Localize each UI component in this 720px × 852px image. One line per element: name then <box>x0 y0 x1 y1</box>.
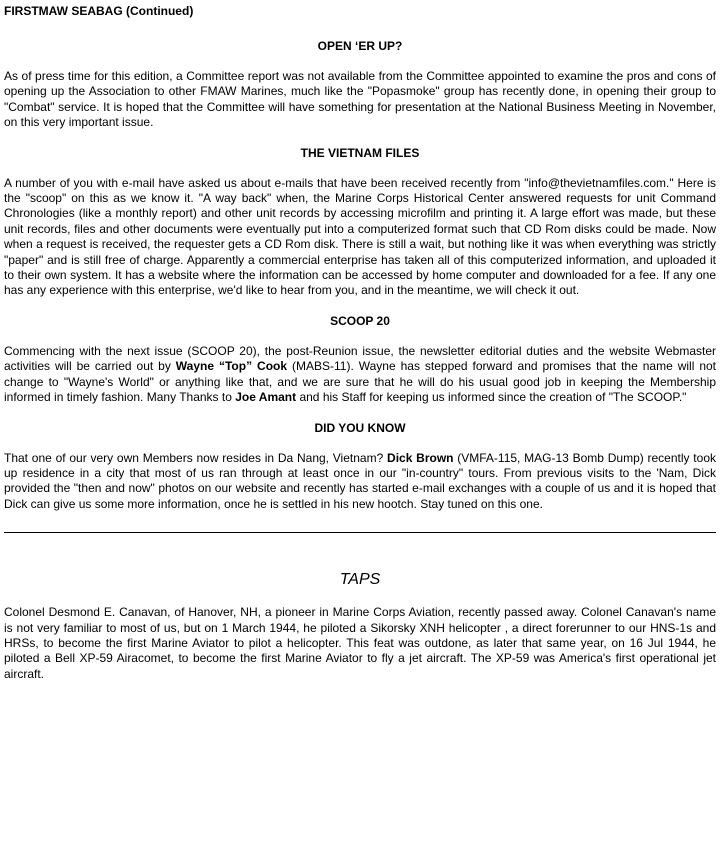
scoop-text-3: and his Staff for keeping us informed since the creation of "The SCOOP." <box>296 390 687 405</box>
heading-open-er-up: OPEN ‘ER UP? <box>317 39 403 53</box>
paragraph-scoop-20 <box>4 344 716 406</box>
scoop-name-wayne-cook: Wayne “Top” Cook <box>175 359 288 374</box>
scoop-text-1: Commencing with the next issue (SCOOP 20), the post-Reunion issue, the newsletter editorial duties and the website Webmaster activities will be carried out by <box>4 343 716 374</box>
heading-scoop-20: SCOOP 20 <box>330 313 390 328</box>
scoop-name-joe-amant: Joe Amant <box>235 390 297 405</box>
paragraph-did-you-know <box>4 451 716 513</box>
paragraph-open-er-up: As of press time for this edition, a Committee report was not available from the Committee appointed to examine the pros and cons of opening up the Association to other FMAW Marines, much like the "Popasmoke" group has recently done, in opening their group to "Combat" service. It is hoped that the Committee will have something for presentation at the National Business Meeting in November, on this very important issue. <box>4 69 716 130</box>
paragraph-vietnam-files: A number of you with e-mail have asked us about e-mails that have been received recently from "info@thevietnamfiles.com." Here is the "scoop" on this as we know it. "A way back" when, the Marine Corps Historical Center answered requests for unit Command Chronologies (like a monthly report) and other unit records by accessing microfilm and printing it. A large effort was made, but these unit records, files and other documents were eventually put into a computerized format such that CD Rom disks could be made. Now when a request is received, the requester gets a CD Rom disk. There is still a wait, but nothing like it was when everything was strictly "paper" and is still free of charge. Apparently a commercial enterprise has taken all of this computerized information, and uploaded it to their own system. It has a website where the information can be accessed by home computer and downloaded for a fee. If any one has any experience with this enterprise, we'd like to hear from you, and in the meantime, we will check it out. <box>4 175 716 298</box>
heading-did-you-know: DID YOU KNOW <box>314 420 406 435</box>
paragraph-taps: Colonel Desmond E. Canavan, of Hanover, NH, a pioneer in Marine Corps Aviation, recently passed away. Colonel Canavan's name is not very familiar to most of us, but on 1 March 1944, he piloted a Sikorsky XNH helicopter , a direct forerunner to our HNS-1s and HRSs, to become the first Marine Aviator to pilot a helicopter. This feat was outdone, as later that same year, on 16 Jul 1944, he piloted a Bell XP-59 Airacomet, to become the first Marine Aviator to fly a jet aircraft. The XP-59 was America's first operational jet aircraft. <box>4 605 716 681</box>
scoop-text-2: (MABS-11). Wayne has stepped forward and promises that the name will not change to "Wayne's World" or anything like that, and we are sure that he will do his usual good job in keeping the Membership informed in timely fashion. Many Thanks to <box>4 359 717 405</box>
dyk-text-2: (VMFA-115, MAG-13 Bomb Dump) recently took up residence in a city that most of us ran through at least once in our "in-country" tours. From previous visits to the 'Nam, Dick provided the "then and now" photos on our website and recently has started e-mail exchanges with a couple of us and it is hoped that Dick can give us some more information, once he is settled in his new hootch. Stay tuned on this one. <box>4 450 716 511</box>
dyk-text-1: That one of our very own Members now resides in Da Nang, Vietnam? <box>4 450 388 465</box>
section-divider <box>4 532 716 534</box>
dyk-name-dick-brown: Dick Brown <box>387 450 454 465</box>
heading-taps: TAPS <box>339 571 381 589</box>
heading-vietnam-files: THE VIETNAM FILES <box>300 145 420 160</box>
running-head: FIRSTMAW SEABAG (Continued) <box>4 4 194 18</box>
